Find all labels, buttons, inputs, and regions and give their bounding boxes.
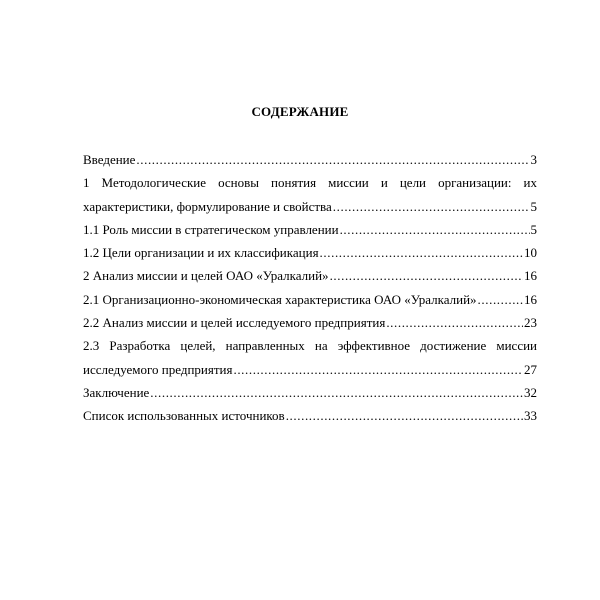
toc-entry-chapter-1-line-1: 1 Методологические основы понятия миссии и цели организации: их (83, 175, 537, 191)
dot-leader (333, 195, 530, 218)
toc-entry-text: 2.1 Организационно-экономическая характеристика ОАО «Уралкалий» (83, 291, 477, 307)
toc-entry-text: Заключение (83, 384, 150, 400)
toc-page-number: 16 (524, 291, 537, 307)
page-title: СОДЕРЖАНИЕ (251, 104, 349, 119)
dot-leader (136, 148, 529, 171)
toc-entry-section-2-2 (83, 311, 537, 334)
toc-page-number: 27 (524, 361, 537, 377)
toc-page-number: 16 (524, 268, 537, 284)
toc-entry-introduction (83, 148, 537, 171)
toc-entry-text: 1.1 Роль миссии в стратегическом управлении (83, 221, 339, 237)
dot-leader (233, 358, 523, 381)
toc-entry-text: исследуемого предприятия (83, 361, 233, 377)
toc-entry-text: Введение (83, 152, 136, 167)
toc-entry-text: 2.2 Анализ миссии и целей исследуемого предприятия (83, 315, 386, 331)
dot-leader (340, 218, 530, 241)
toc-entry-text: характеристики, формулирование и свойства (83, 198, 332, 214)
toc-entry-conclusion (83, 381, 537, 404)
toc-entry-section-2-3 (83, 358, 537, 381)
toc-entry-references (83, 404, 537, 427)
dot-leader (286, 404, 523, 427)
table-of-contents (83, 148, 537, 428)
toc-entry-chapter-1 (83, 195, 537, 218)
toc-entry-text: 1.2 Цели организации и их классификация (83, 245, 319, 261)
toc-page-number: 33 (524, 408, 537, 424)
toc-entry-section-2-1 (83, 288, 537, 311)
toc-entry-section-2-3-line-1: 2.3 Разработка целей, направленных на эффективное достижение миссии (83, 338, 537, 354)
toc-entry-text: Список использованных источников (83, 408, 285, 424)
dot-leader (150, 381, 523, 404)
toc-entry-section-1-2 (83, 241, 537, 264)
toc-entry-section-1-1 (83, 218, 537, 241)
toc-page-number: 32 (524, 384, 537, 400)
dot-leader (478, 288, 523, 311)
toc-page-number: 23 (524, 315, 537, 331)
dot-leader (320, 241, 523, 264)
toc-page-number: 5 (530, 198, 537, 214)
dot-leader (330, 264, 523, 287)
toc-page-number: 3 (530, 152, 537, 167)
dot-leader (386, 311, 523, 334)
toc-entry-text: 2 Анализ миссии и целей ОАО «Уралкалий» (83, 268, 329, 284)
toc-page-number: 10 (524, 245, 537, 261)
toc-page-number: 5 (530, 221, 537, 237)
toc-entry-chapter-2 (83, 264, 537, 287)
